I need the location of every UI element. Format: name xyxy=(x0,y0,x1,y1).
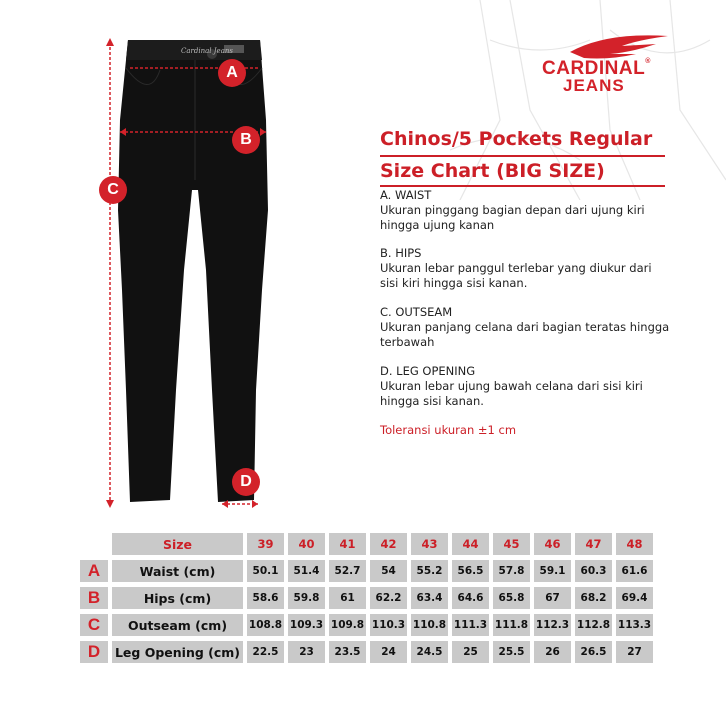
chart-subtitle: Size Chart (BIG SIZE) xyxy=(380,160,605,182)
measurement-desc-hips xyxy=(380,246,670,291)
value-cell: 51.4 xyxy=(288,560,325,582)
row-letter: A xyxy=(80,560,108,582)
size-table xyxy=(76,528,657,668)
value-cell: 54 xyxy=(370,560,407,582)
title-underline-1 xyxy=(380,155,665,157)
table-header-row xyxy=(80,533,653,555)
value-cell: 63.4 xyxy=(411,587,448,609)
row-label: Outseam (cm) xyxy=(112,614,243,636)
value-cell: 58.6 xyxy=(247,587,284,609)
value-cell: 68.2 xyxy=(575,587,612,609)
marker-outseam: C xyxy=(99,176,127,204)
size-cell: 41 xyxy=(329,533,366,555)
value-cell: 26.5 xyxy=(575,641,612,663)
brand-name: CARDINAL® xyxy=(542,58,651,79)
title-underline-2 xyxy=(380,185,665,187)
value-cell: 52.7 xyxy=(329,560,366,582)
size-cell: 48 xyxy=(616,533,653,555)
value-cell: 112.3 xyxy=(534,614,571,636)
pants-silhouette xyxy=(118,40,268,502)
value-cell: 67 xyxy=(534,587,571,609)
value-cell: 50.1 xyxy=(247,560,284,582)
desc-heading: B. HIPS xyxy=(380,246,422,260)
desc-body: Ukuran pinggang bagian depan dari ujung kiri hingga ujung kanan xyxy=(380,203,645,232)
table-row xyxy=(80,587,653,609)
row-label: Hips (cm) xyxy=(112,587,243,609)
row-label: Leg Opening (cm) xyxy=(112,641,243,663)
value-cell: 109.3 xyxy=(288,614,325,636)
pants-illustration xyxy=(100,30,290,520)
value-cell: 61.6 xyxy=(616,560,653,582)
value-cell: 55.2 xyxy=(411,560,448,582)
value-cell: 111.8 xyxy=(493,614,530,636)
size-cell: 45 xyxy=(493,533,530,555)
size-cell: 44 xyxy=(452,533,489,555)
tolerance-note: Toleransi ukuran ±1 cm xyxy=(380,423,517,437)
value-cell: 24 xyxy=(370,641,407,663)
desc-heading: D. LEG OPENING xyxy=(380,364,476,378)
row-label: Waist (cm) xyxy=(112,560,243,582)
value-cell: 69.4 xyxy=(616,587,653,609)
value-cell: 64.6 xyxy=(452,587,489,609)
value-cell: 111.3 xyxy=(452,614,489,636)
value-cell: 59.8 xyxy=(288,587,325,609)
value-cell: 25 xyxy=(452,641,489,663)
size-cell: 46 xyxy=(534,533,571,555)
value-cell: 57.8 xyxy=(493,560,530,582)
desc-body: Ukuran panjang celana dari bagian teratas hingga terbawah xyxy=(380,320,670,349)
size-cell: 47 xyxy=(575,533,612,555)
size-cell: 42 xyxy=(370,533,407,555)
size-cell: 40 xyxy=(288,533,325,555)
value-cell: 26 xyxy=(534,641,571,663)
value-cell: 60.3 xyxy=(575,560,612,582)
row-letter: B xyxy=(80,587,108,609)
value-cell: 108.8 xyxy=(247,614,284,636)
table-row xyxy=(80,560,653,582)
value-cell: 56.5 xyxy=(452,560,489,582)
desc-body: Ukuran lebar panggul terlebar yang diukur dari sisi kiri hingga sisi kanan. xyxy=(380,261,652,290)
desc-heading: C. OUTSEAM xyxy=(380,305,453,319)
value-cell: 65.8 xyxy=(493,587,530,609)
value-cell: 24.5 xyxy=(411,641,448,663)
value-cell: 22.5 xyxy=(247,641,284,663)
value-cell: 27 xyxy=(616,641,653,663)
value-cell: 59.1 xyxy=(534,560,571,582)
value-cell: 62.2 xyxy=(370,587,407,609)
size-header: Size xyxy=(112,533,243,555)
table-row xyxy=(80,641,653,663)
marker-leg-opening: D xyxy=(232,468,260,496)
measurement-desc-leg-opening xyxy=(380,364,670,409)
size-cell: 39 xyxy=(247,533,284,555)
value-cell: 109.8 xyxy=(329,614,366,636)
marker-waist: A xyxy=(218,59,246,87)
table-row xyxy=(80,614,653,636)
brand-subname: JEANS xyxy=(563,76,625,95)
size-cell: 43 xyxy=(411,533,448,555)
value-cell: 110.8 xyxy=(411,614,448,636)
row-letter: D xyxy=(80,641,108,663)
desc-body: Ukuran lebar ujung bawah celana dari sisi kiri hingga sisi kanan. xyxy=(380,379,643,408)
value-cell: 23 xyxy=(288,641,325,663)
measurement-desc-outseam xyxy=(380,305,670,350)
value-cell: 110.3 xyxy=(370,614,407,636)
chart-title: Chinos/5 Pockets Regular xyxy=(380,128,653,150)
value-cell: 113.3 xyxy=(616,614,653,636)
measurement-desc-waist xyxy=(380,188,670,233)
marker-hips: B xyxy=(232,126,260,154)
row-letter: C xyxy=(80,614,108,636)
value-cell: 23.5 xyxy=(329,641,366,663)
value-cell: 112.8 xyxy=(575,614,612,636)
value-cell: 61 xyxy=(329,587,366,609)
value-cell: 25.5 xyxy=(493,641,530,663)
outseam-measure-line xyxy=(100,38,120,508)
garment-label: Cardinal Jeans xyxy=(181,47,233,55)
desc-heading: A. WAIST xyxy=(380,188,432,202)
